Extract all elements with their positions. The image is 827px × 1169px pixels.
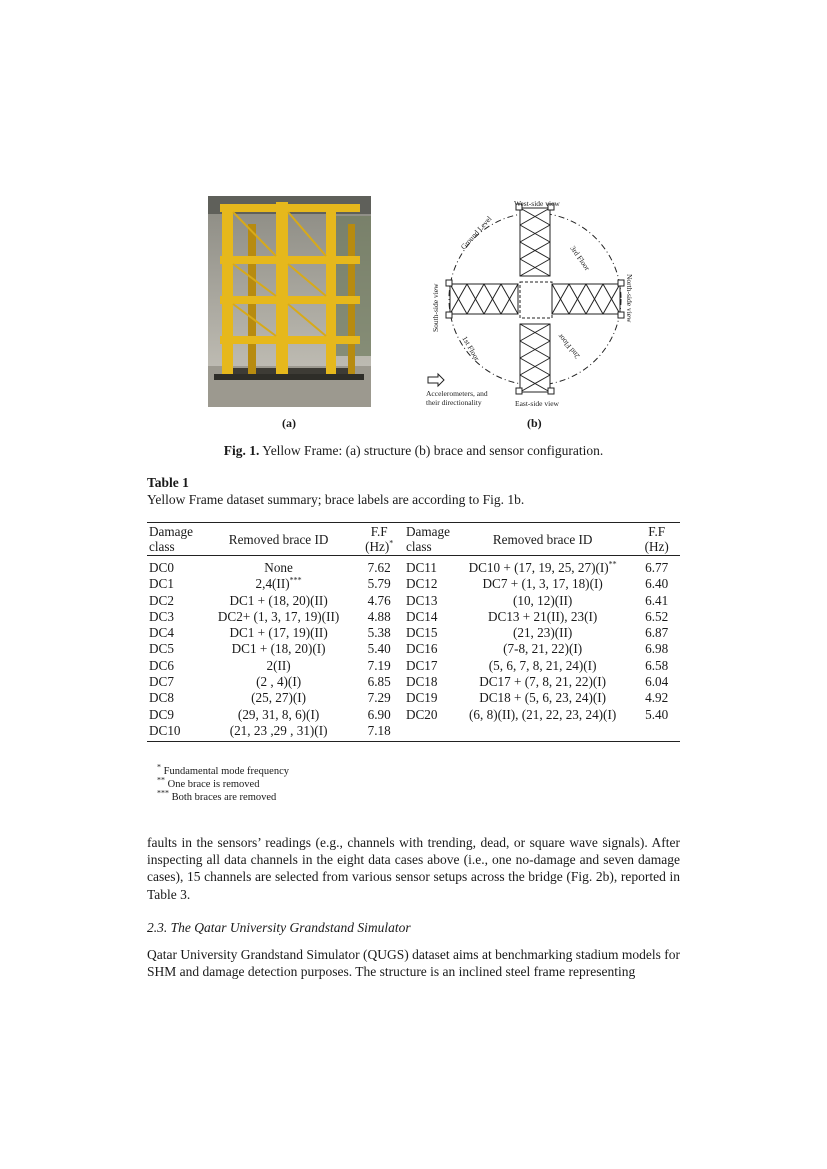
table-header-row (147, 523, 680, 556)
removed-brace-cell (203, 625, 354, 641)
removed-brace-cell (452, 576, 633, 592)
table-row (147, 593, 680, 609)
ff-cell (633, 658, 680, 674)
removed-brace-cell-text: DC1 + (18, 20)(II) (229, 592, 328, 608)
body-paragraph-2: Qatar University Grandstand Simulator (QUGS) dataset aims at benchmarking stadium models for SHM and damage detection purposes. The structure is an inclined steel frame representing (147, 947, 680, 980)
removed-brace-cell-text: (10, 12)(II) (512, 592, 573, 608)
ff-cell (354, 556, 404, 577)
ff-cell-text: 6.98 (645, 641, 669, 657)
header-damage-class: Damage class (149, 524, 193, 554)
footnote-text: Fundamental mode frequency (161, 766, 289, 777)
brace-sensor-diagram (420, 196, 645, 411)
removed-brace-cell (203, 556, 354, 577)
damage-class-cell-text: DC0 (149, 560, 174, 575)
removed-brace-cell (452, 658, 633, 674)
ff-cell (354, 593, 404, 609)
section-heading: 2.3. The Qatar University Grandstand Simulator (147, 920, 411, 935)
damage-class-cell (404, 593, 452, 609)
damage-class-cell (147, 609, 203, 625)
damage-class-cell-text: DC4 (149, 625, 174, 641)
ff-cell (633, 576, 680, 592)
ff-cell-text: 7.18 (367, 722, 391, 738)
removed-brace-cell (452, 674, 633, 690)
damage-class-cell (147, 556, 203, 577)
damage-class-cell (147, 658, 203, 674)
damage-class-cell (147, 641, 203, 657)
south-side-label: South-side view (431, 283, 440, 332)
figure-1 (0, 0, 827, 470)
table-row (147, 723, 680, 742)
removed-brace-cell-text: (29, 31, 8, 6)(I) (237, 706, 320, 722)
damage-class-cell-text: DC8 (149, 690, 174, 706)
second-floor-label: 2nd Floor (555, 332, 582, 361)
ff-cell-text: 6.90 (367, 706, 391, 722)
damage-class-cell-text: DC16 (405, 641, 438, 657)
damage-class-cell (404, 674, 452, 690)
ff-cell-text: 6.77 (645, 560, 669, 575)
footnote-reference: ** (608, 559, 617, 569)
removed-brace-cell (452, 625, 633, 641)
north-side-label: North-side view (625, 274, 634, 323)
damage-class-cell-text: DC2 (149, 592, 174, 608)
removed-brace-cell (203, 609, 354, 625)
ff-cell-text: 5.40 (367, 641, 391, 657)
removed-brace-cell (452, 707, 633, 723)
damage-class-cell (147, 707, 203, 723)
table-row (147, 690, 680, 706)
ff-cell (633, 625, 680, 641)
removed-brace-cell (452, 609, 633, 625)
damage-class-cell (147, 723, 203, 742)
damage-class-cell-text: DC20 (405, 706, 438, 722)
table-row (147, 556, 680, 577)
legend-line-1: Accelerometers, and (426, 389, 488, 398)
header-removed-brace-id: Removed brace ID (228, 531, 329, 547)
header-ff-2: F.F (Hz) (644, 524, 669, 554)
figure-caption-prefix: Fig. 1. (223, 443, 260, 458)
damage-class-cell-text: DC7 (149, 674, 174, 690)
table-title: Table 1 (147, 475, 189, 490)
ff-cell-text: 5.79 (367, 576, 391, 592)
ff-cell-text: 5.40 (645, 706, 669, 722)
ff-cell-text: 6.40 (645, 576, 669, 592)
ff-cell (354, 609, 404, 625)
damage-class-cell (404, 576, 452, 592)
removed-brace-cell (452, 556, 633, 577)
removed-brace-cell-text: (21, 23 ,29 , 31)(I) (229, 722, 328, 738)
footnote (157, 775, 289, 791)
table-row (147, 658, 680, 674)
ff-cell-text: 6.52 (645, 608, 669, 624)
removed-brace-cell (203, 593, 354, 609)
damage-class-cell (147, 690, 203, 706)
footnote-reference: *** (289, 575, 302, 585)
removed-brace-cell-text: (2 , 4)(I) (256, 674, 302, 690)
damage-class-cell-text: DC9 (149, 706, 174, 722)
removed-brace-cell-text: DC2+ (1, 3, 17, 19)(II) (217, 608, 340, 624)
footnote (157, 788, 289, 804)
table-description: Yellow Frame dataset summary; brace labels are according to Fig. 1b. (147, 492, 525, 507)
subfigure-label-a: (a) (282, 416, 296, 430)
header-removed-brace-id-2: Removed brace ID (492, 531, 593, 547)
ff-cell-text: 6.58 (645, 657, 669, 673)
removed-brace-cell (203, 576, 354, 592)
removed-brace-cell-text: DC1 + (17, 19)(II) (229, 625, 328, 641)
removed-brace-cell-text: DC18 + (5, 6, 23, 24)(I) (479, 690, 607, 706)
body-paragraph-1: faults in the sensors’ readings (e.g., channels with trending, dead, or square wave signals). After inspecting all data channels in the eight data cases above (i.e., one no-damage and seven damage cases), 15 channels are selected from various sensor setups across the bridge (Fig. 2b), reported in Table 3. (147, 835, 680, 902)
removed-brace-cell (452, 690, 633, 706)
footnote-mark: * (157, 762, 161, 772)
ff-cell-text: 4.88 (367, 608, 391, 624)
ground-level-label: Ground Level (458, 214, 494, 252)
removed-brace-cell-text: (25, 27)(I) (251, 690, 307, 706)
removed-brace-cell (203, 641, 354, 657)
damage-class-cell (404, 625, 452, 641)
ff-cell (633, 609, 680, 625)
table-row (147, 625, 680, 641)
damage-class-cell (404, 658, 452, 674)
ff-cell (633, 690, 680, 706)
damage-class-cell-text: DC10 (149, 722, 181, 738)
ff-cell-text: 4.92 (645, 690, 669, 706)
table-row (147, 707, 680, 723)
ff-cell (633, 707, 680, 723)
removed-brace-cell-text: (6, 8)(II), (21, 22, 23, 24)(I) (469, 706, 617, 722)
yellow-frame-photo (208, 196, 371, 407)
removed-brace-cell-text: DC7 + (1, 3, 17, 18)(I) (482, 576, 603, 592)
header-ff (354, 523, 404, 556)
removed-brace-cell (203, 723, 354, 742)
ff-cell (354, 625, 404, 641)
damage-class-cell (404, 690, 452, 706)
table-row (147, 609, 680, 625)
removed-brace-cell-text: (21, 23)(II) (512, 625, 573, 641)
ff-cell (633, 641, 680, 657)
removed-brace-cell (203, 674, 354, 690)
footnote-text: Both braces are removed (169, 792, 277, 803)
ff-cell (633, 556, 680, 577)
damage-class-cell-text: DC15 (405, 625, 438, 641)
damage-class-cell-text: DC5 (149, 641, 174, 657)
removed-brace-cell (452, 641, 633, 657)
ff-cell-text: 6.04 (645, 674, 669, 690)
damage-class-cell-text: DC11 (405, 560, 438, 575)
removed-brace-cell-text: DC17 + (7, 8, 21, 22)(I) (479, 674, 607, 690)
damage-class-cell-text: DC12 (405, 576, 438, 592)
damage-class-cell (404, 723, 452, 742)
damage-class-cell (147, 674, 203, 690)
damage-class-cell (404, 609, 452, 625)
damage-class-cell-text: DC18 (405, 674, 438, 690)
ff-cell (354, 641, 404, 657)
removed-brace-cell-text: DC1 + (18, 20)(I) (231, 641, 326, 657)
ff-cell (354, 690, 404, 706)
damage-class-cell-text: DC17 (405, 657, 438, 673)
footnote-mark: ** (157, 775, 165, 785)
ff-cell-text: 7.19 (367, 657, 391, 673)
damage-class-cell (147, 593, 203, 609)
east-side-label: East-side view (515, 399, 559, 408)
ff-cell-text: 7.62 (367, 560, 391, 575)
ff-cell (354, 658, 404, 674)
yellow-frame-illustration (208, 196, 371, 407)
removed-brace-cell (452, 593, 633, 609)
removed-brace-cell-text: DC13 + 21(II), 23(I) (488, 608, 598, 624)
damage-class-cell-text: DC6 (149, 657, 174, 673)
damage-class-cell-text: DC13 (405, 592, 438, 608)
figure-caption-text: Yellow Frame: (a) structure (b) brace and sensor configuration. (259, 443, 604, 458)
header-damage-class-2: Damage class (405, 524, 450, 554)
damage-class-cell-text: DC19 (405, 690, 438, 706)
damage-class-cell-text: DC1 (149, 576, 174, 592)
figure-caption (0, 443, 827, 459)
ff-cell (354, 576, 404, 592)
removed-brace-cell (203, 707, 354, 723)
removed-brace-cell-text: (7-8, 21, 22)(I) (503, 641, 583, 657)
ff-cell-text: 6.87 (645, 625, 669, 641)
removed-brace-cell (203, 690, 354, 706)
ff-cell-text: 5.38 (367, 625, 391, 641)
west-side-label: West-side view (514, 199, 560, 208)
removed-brace-cell-text: 2(II) (266, 657, 291, 673)
ff-cell-text: 6.85 (367, 674, 391, 690)
removed-brace-cell-text: (5, 6, 7, 8, 21, 24)(I) (488, 657, 597, 673)
damage-class-cell-text: DC14 (405, 608, 438, 624)
subfigure-label-b: (b) (527, 416, 542, 430)
damage-class-cell (404, 556, 452, 577)
ff-cell-text: 6.41 (645, 592, 669, 608)
ff-cell (354, 723, 404, 742)
damage-class-cell (147, 625, 203, 641)
damage-class-cell (404, 707, 452, 723)
ff-cell (633, 723, 680, 742)
ff-cell-text: 7.29 (367, 690, 391, 706)
removed-brace-cell-text: DC10 + (17, 19, 25, 27)(I) (468, 560, 609, 575)
ff-cell (633, 674, 680, 690)
legend-line-2: their directionality (426, 398, 482, 407)
damage-class-cell (404, 641, 452, 657)
ff-cell-text: 4.76 (367, 592, 391, 608)
footnote-text: One brace is removed (165, 779, 260, 790)
ff-cell (354, 674, 404, 690)
damage-class-cell (147, 576, 203, 592)
first-floor-label: 1st Floor (460, 334, 482, 363)
dataset-summary-table (147, 522, 680, 742)
ff-cell (633, 593, 680, 609)
ff-cell (354, 707, 404, 723)
damage-class-cell-text: DC3 (149, 608, 174, 624)
removed-brace-cell-text: 2,4(II) (255, 576, 290, 592)
footnote-mark: *** (157, 788, 169, 798)
table-row (147, 641, 680, 657)
table-row (147, 674, 680, 690)
table-row (147, 576, 680, 592)
header-ff-mark: * (389, 538, 394, 548)
header-ff-text: F.F (Hz) (365, 524, 390, 554)
removed-brace-cell (452, 723, 633, 742)
removed-brace-cell-text: None (264, 560, 293, 575)
third-floor-label: 3rd Floor (568, 243, 592, 273)
removed-brace-cell (203, 658, 354, 674)
table-footnotes (157, 762, 289, 804)
footnote (157, 762, 289, 778)
